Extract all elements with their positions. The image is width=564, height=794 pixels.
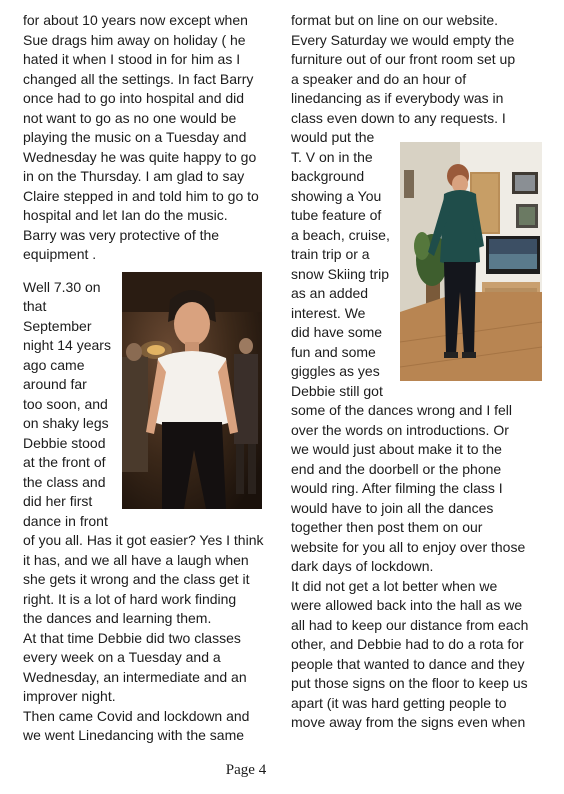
text-line: snow Skiing trip: [291, 265, 390, 282]
text-line: Well 7.30 on: [23, 278, 101, 295]
text-line: we went Linedancing with the same: [23, 727, 245, 743]
text-line: hospital and let Ian do the music.: [23, 207, 228, 223]
text-line: format but on line on our website.: [291, 12, 499, 28]
text-line: the dances and learning them.: [23, 610, 212, 626]
text-line: website for you all to enjoy over those: [291, 538, 526, 555]
right-para-wide: [291, 401, 546, 733]
text-line: Debbie stood: [23, 434, 106, 451]
photo-front-room-dancing: [400, 142, 542, 381]
text-line: a speaker and do an hour of: [291, 70, 467, 87]
text-line: would put the: [291, 129, 375, 145]
right-para-top: [291, 11, 546, 128]
text-line: of you all. Has it got easier? Yes I think: [23, 532, 264, 548]
text-line: other, and Debbie had to do a rota for: [291, 636, 524, 652]
text-line: background: [291, 168, 365, 184]
text-line: once had to go into hospital and did: [23, 90, 245, 106]
text-line: over the words on introductions. Or: [291, 421, 509, 438]
left-para-2-wide: [23, 531, 278, 746]
text-line: ago came: [23, 356, 85, 373]
text-line: a beach, cruise,: [291, 226, 390, 243]
text-line: did her first: [23, 493, 93, 509]
text-line: she gets it wrong and the class get it: [23, 571, 250, 587]
text-line: At that time Debbie did two classes: [23, 629, 241, 646]
text-line: dance in front: [23, 512, 108, 529]
text-line: furniture out of our front room set up: [291, 51, 516, 67]
text-line: Barry was very protective of the: [23, 226, 220, 243]
photo-dancer-in-class: [122, 272, 262, 509]
text-line: dark days of lockdown.: [291, 558, 434, 574]
text-line: end and the doorbell or the phone: [291, 460, 502, 477]
text-line: it has, and we all have a laugh when: [23, 551, 249, 568]
text-line: Every Saturday we would empty the: [291, 31, 515, 48]
text-line: not want to go as no one would be: [23, 109, 237, 126]
text-line: in on the Thursday. I am glad to say: [23, 168, 245, 184]
text-line: all had to keep our distance from each: [291, 616, 529, 633]
text-line: Debbie still got: [291, 382, 383, 399]
text-line: hated it when I stood in for him as I: [23, 51, 241, 67]
text-line: did have some: [291, 324, 383, 340]
text-line: linedancing as if everybody was in: [291, 90, 504, 106]
text-line: would have to join all the dances: [291, 499, 494, 516]
text-line: for about 10 years now except when: [23, 12, 248, 28]
text-line: improver night.: [23, 688, 116, 704]
text-line: too soon, and: [23, 395, 108, 412]
text-line: around far: [23, 376, 87, 392]
text-line: as an added: [291, 285, 369, 301]
text-line: apart (it was hard getting people to: [291, 694, 507, 711]
text-line: showing a You: [291, 187, 382, 204]
photo-room-illustration: [400, 142, 542, 381]
text-line: move away from the signs even when: [291, 714, 526, 730]
text-line: Sue drags him away on holiday ( he: [23, 31, 246, 48]
text-line: changed all the settings. In fact Barry: [23, 70, 254, 87]
text-line: the class and: [23, 473, 106, 490]
text-line: giggles as yes: [291, 363, 380, 379]
text-line: interest. We: [291, 304, 366, 321]
text-line: Wednesday, an intermediate and an: [23, 668, 247, 685]
text-line: put those signs on the floor to keep us: [291, 675, 528, 691]
text-line: September: [23, 317, 92, 334]
text-line: would ring. After filming the class I: [291, 480, 503, 496]
text-line: class even down to any requests. I: [291, 109, 506, 126]
text-line: people that wanted to dance and they: [291, 655, 525, 672]
page-number: Page 4: [225, 762, 267, 778]
text-line: Then came Covid and lockdown and: [23, 707, 250, 724]
text-line: right. It is a lot of hard work finding: [23, 590, 237, 607]
text-line: It did not get a lot better when we: [291, 577, 498, 594]
text-line: night 14 years: [23, 337, 111, 353]
text-line: that: [23, 298, 47, 314]
text-line: playing the music on a Tuesday and: [23, 129, 247, 145]
text-line: equipment .: [23, 246, 97, 262]
text-line: on shaky legs: [23, 415, 109, 431]
text-line: we would just about make it to the: [291, 441, 502, 457]
text-line: train trip or a: [291, 246, 370, 262]
left-para-1: [23, 11, 278, 265]
photo-dancer-illustration: [122, 272, 262, 509]
text-line: T. V on in the: [291, 148, 373, 165]
text-line: were allowed back into the hall as we: [291, 597, 523, 613]
text-line: every week on a Tuesday and a: [23, 649, 221, 665]
text-line: together then post them on our: [291, 519, 483, 535]
text-line: Claire stepped in and told him to go to: [23, 187, 259, 204]
text-line: tube feature of: [291, 207, 382, 223]
text-line: at the front of: [23, 454, 106, 470]
text-line: fun and some: [291, 343, 376, 360]
text-line: Wednesday he was quite happy to go: [23, 148, 257, 165]
text-line: some of the dances wrong and I fell: [291, 402, 513, 418]
